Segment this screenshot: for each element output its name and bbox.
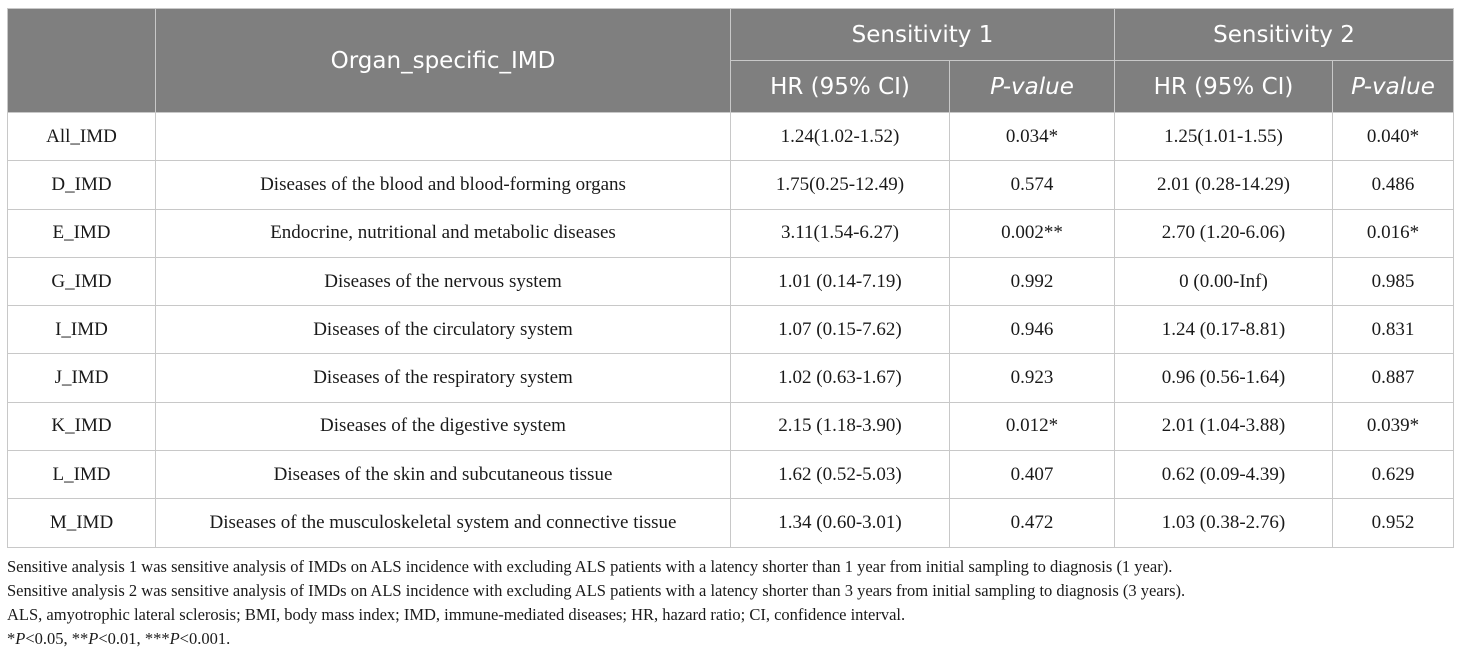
row-code: J_IMD [8, 354, 156, 402]
header-row-1 [8, 9, 1454, 61]
row-p-2: 0.887 [1333, 354, 1454, 402]
row-p-2: 0.831 [1333, 306, 1454, 354]
row-p-1: 0.946 [950, 306, 1115, 354]
row-description: Diseases of the blood and blood-forming organs [156, 161, 731, 209]
footnote-significance: *P<0.05, **P<0.01, ***P<0.001. [7, 629, 231, 648]
row-hr-2: 2.01 (1.04-3.88) [1115, 402, 1333, 450]
header-sensitivity-2: Sensitivity 2 [1115, 9, 1454, 61]
row-hr-1: 1.07 (0.15-7.62) [731, 306, 950, 354]
row-p-1: 0.002** [950, 209, 1115, 257]
results-table [7, 8, 1454, 548]
row-hr-1: 3.11(1.54-6.27) [731, 209, 950, 257]
row-hr-2: 0.96 (0.56-1.64) [1115, 354, 1333, 402]
row-code: K_IMD [8, 402, 156, 450]
table-row [8, 161, 1454, 209]
header-hr-1: HR (95% CI) [731, 61, 950, 113]
row-hr-2: 1.25(1.01-1.55) [1115, 113, 1333, 161]
row-p-2: 0.016* [1333, 209, 1454, 257]
table-row [8, 499, 1454, 547]
table-footnotes [7, 555, 1453, 651]
row-description: Diseases of the nervous system [156, 257, 731, 305]
row-description: Diseases of the circulatory system [156, 306, 731, 354]
table-row [8, 354, 1454, 402]
row-hr-1: 2.15 (1.18-3.90) [731, 402, 950, 450]
row-p-2: 0.985 [1333, 257, 1454, 305]
header-p-2: P-value [1333, 61, 1454, 113]
row-p-1: 0.012* [950, 402, 1115, 450]
row-p-2: 0.486 [1333, 161, 1454, 209]
row-hr-2: 2.01 (0.28-14.29) [1115, 161, 1333, 209]
row-code: All_IMD [8, 113, 156, 161]
table-row [8, 113, 1454, 161]
footnote-sensitivity-2: Sensitive analysis 2 was sensitive analysis of IMDs on ALS incidence with excluding ALS patients with a latency shorter than 3 years from initial sampling to diagnosis (3 years). [7, 581, 1186, 600]
header-p-1: P-value [950, 61, 1115, 113]
row-hr-1: 1.62 (0.52-5.03) [731, 451, 950, 499]
row-code: I_IMD [8, 306, 156, 354]
row-p-1: 0.472 [950, 499, 1115, 547]
table-header [8, 9, 1454, 113]
row-hr-1: 1.02 (0.63-1.67) [731, 354, 950, 402]
row-p-2: 0.629 [1333, 451, 1454, 499]
row-hr-1: 1.75(0.25-12.49) [731, 161, 950, 209]
table-body [8, 113, 1454, 548]
row-hr-2: 1.03 (0.38-2.76) [1115, 499, 1333, 547]
table-row [8, 306, 1454, 354]
row-p-2: 0.039* [1333, 402, 1454, 450]
row-hr-2: 0.62 (0.09-4.39) [1115, 451, 1333, 499]
row-code: G_IMD [8, 257, 156, 305]
header-sensitivity-1: Sensitivity 1 [731, 9, 1115, 61]
row-description: Endocrine, nutritional and metabolic diseases [156, 209, 731, 257]
footnote-abbreviations: ALS, amyotrophic lateral sclerosis; BMI, body mass index; IMD, immune-mediated diseases; HR, hazard ratio; CI, confidence interval. [7, 605, 906, 624]
row-code: M_IMD [8, 499, 156, 547]
row-p-2: 0.952 [1333, 499, 1454, 547]
row-code: D_IMD [8, 161, 156, 209]
results-table-container [7, 8, 1453, 548]
row-hr-2: 1.24 (0.17-8.81) [1115, 306, 1333, 354]
row-p-1: 0.923 [950, 354, 1115, 402]
row-code: E_IMD [8, 209, 156, 257]
row-p-1: 0.034* [950, 113, 1115, 161]
row-description: Diseases of the respiratory system [156, 354, 731, 402]
row-p-2: 0.040* [1333, 113, 1454, 161]
row-description: Diseases of the skin and subcutaneous tissue [156, 451, 731, 499]
table-row [8, 402, 1454, 450]
row-code: L_IMD [8, 451, 156, 499]
row-hr-1: 1.01 (0.14-7.19) [731, 257, 950, 305]
row-p-1: 0.992 [950, 257, 1115, 305]
row-p-1: 0.407 [950, 451, 1115, 499]
table-row [8, 209, 1454, 257]
row-description: Diseases of the digestive system [156, 402, 731, 450]
table-row [8, 257, 1454, 305]
row-hr-2: 2.70 (1.20-6.06) [1115, 209, 1333, 257]
row-hr-1: 1.24(1.02-1.52) [731, 113, 950, 161]
row-description [156, 113, 731, 161]
row-p-1: 0.574 [950, 161, 1115, 209]
row-description: Diseases of the musculoskeletal system and connective tissue [156, 499, 731, 547]
header-blank-cell [8, 9, 156, 113]
table-row [8, 451, 1454, 499]
row-hr-2: 0 (0.00-Inf) [1115, 257, 1333, 305]
header-organ-col: Organ_specific_IMD [156, 9, 731, 113]
header-hr-2: HR (95% CI) [1115, 61, 1333, 113]
footnote-sensitivity-1: Sensitive analysis 1 was sensitive analysis of IMDs on ALS incidence with excluding ALS patients with a latency shorter than 1 year from initial sampling to diagnosis (1 year). [7, 557, 1173, 576]
row-hr-1: 1.34 (0.60-3.01) [731, 499, 950, 547]
